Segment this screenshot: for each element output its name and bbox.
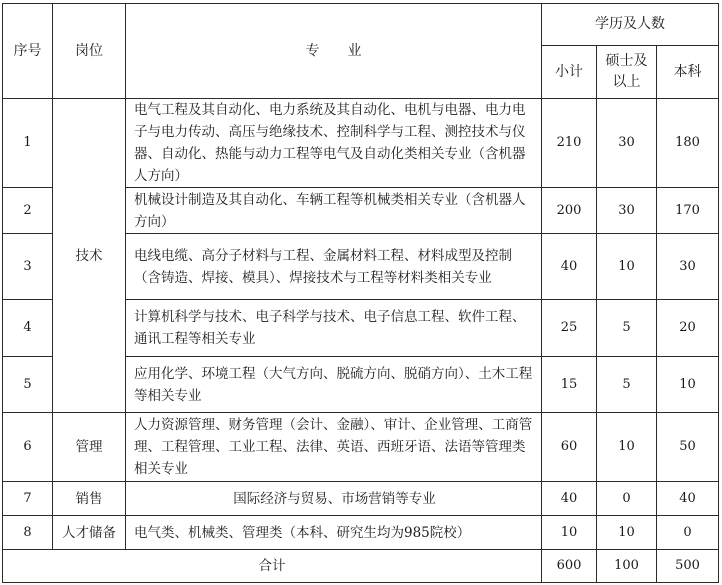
row-seq: 2 bbox=[3, 188, 53, 234]
position-cell: 人才储备 bbox=[53, 516, 126, 550]
position-cell: 管理 bbox=[53, 413, 126, 482]
subtotal-cell: 60 bbox=[542, 413, 597, 482]
row-seq: 7 bbox=[3, 482, 53, 516]
header-education: 学历及人数 bbox=[542, 4, 719, 46]
header-subtotal: 小计 bbox=[542, 46, 597, 99]
header-major: 专 业 bbox=[126, 4, 542, 99]
bachelor-cell: 30 bbox=[657, 234, 719, 300]
table-row bbox=[3, 99, 719, 188]
subtotal-cell: 25 bbox=[542, 300, 597, 357]
bachelor-cell: 170 bbox=[657, 188, 719, 234]
row-seq: 4 bbox=[3, 300, 53, 357]
row-seq: 6 bbox=[3, 413, 53, 482]
master-cell: 10 bbox=[597, 413, 657, 482]
position-cell: 销售 bbox=[53, 482, 126, 516]
header-seq: 序号 bbox=[3, 4, 53, 99]
master-cell: 30 bbox=[597, 188, 657, 234]
bachelor-cell: 40 bbox=[657, 482, 719, 516]
bachelor-cell: 0 bbox=[657, 516, 719, 550]
table-row bbox=[3, 482, 719, 516]
position-cell: 技术 bbox=[53, 99, 126, 413]
bachelor-cell: 10 bbox=[657, 357, 719, 413]
major-cell: 人力资源管理、财务管理（会计、金融）、审计、企业管理、工商管理、工程管理、工业工程、法律、英语、西班牙语、法语等管理类相关专业 bbox=[126, 413, 542, 482]
major-cell: 机械设计制造及其自动化、车辆工程等机械类相关专业（含机器人方向） bbox=[126, 188, 542, 234]
row-seq: 1 bbox=[3, 99, 53, 188]
row-seq: 5 bbox=[3, 357, 53, 413]
master-cell: 10 bbox=[597, 234, 657, 300]
subtotal-cell: 210 bbox=[542, 99, 597, 188]
master-cell: 5 bbox=[597, 300, 657, 357]
subtotal-cell: 15 bbox=[542, 357, 597, 413]
header-bachelor: 本科 bbox=[657, 46, 719, 99]
table-row bbox=[3, 516, 719, 550]
recruitment-table bbox=[2, 3, 719, 583]
bachelor-cell: 20 bbox=[657, 300, 719, 357]
subtotal-cell: 200 bbox=[542, 188, 597, 234]
major-cell: 电线电缆、高分子材料与工程、金属材料工程、材料成型及控制（含铸造、焊接、模具）、焊接技术与工程等材料类相关专业 bbox=[126, 234, 542, 300]
major-cell: 应用化学、环境工程（大气方向、脱硫方向、脱硝方向）、土木工程等相关专业 bbox=[126, 357, 542, 413]
header-position: 岗位 bbox=[53, 4, 126, 99]
subtotal-cell: 10 bbox=[542, 516, 597, 550]
major-cell: 计算机科学与技术、电子科学与技术、电子信息工程、软件工程、通讯工程等相关专业 bbox=[126, 300, 542, 357]
master-cell: 30 bbox=[597, 99, 657, 188]
row-seq: 8 bbox=[3, 516, 53, 550]
master-cell: 5 bbox=[597, 357, 657, 413]
master-cell: 10 bbox=[597, 516, 657, 550]
total-row bbox=[3, 550, 719, 583]
major-cell: 国际经济与贸易、市场营销等专业 bbox=[126, 482, 542, 516]
major-cell: 电气工程及其自动化、电力系统及其自动化、电机与电器、电力电子与电力传动、高压与绝缘技术、控制科学与工程、测控技术与仪器、自动化、热能与动力工程等电气及自动化类相关专业（含机器人方向） bbox=[126, 99, 542, 188]
total-bachelor: 500 bbox=[657, 550, 719, 583]
subtotal-cell: 40 bbox=[542, 234, 597, 300]
header-master: 硕士及以上 bbox=[597, 46, 657, 99]
subtotal-cell: 40 bbox=[542, 482, 597, 516]
bachelor-cell: 50 bbox=[657, 413, 719, 482]
master-cell: 0 bbox=[597, 482, 657, 516]
total-label: 合计 bbox=[3, 550, 542, 583]
bachelor-cell: 180 bbox=[657, 99, 719, 188]
row-seq: 3 bbox=[3, 234, 53, 300]
total-subtotal: 600 bbox=[542, 550, 597, 583]
major-cell: 电气类、机械类、管理类（本科、研究生均为985院校） bbox=[126, 516, 542, 550]
table-row bbox=[3, 413, 719, 482]
total-master: 100 bbox=[597, 550, 657, 583]
